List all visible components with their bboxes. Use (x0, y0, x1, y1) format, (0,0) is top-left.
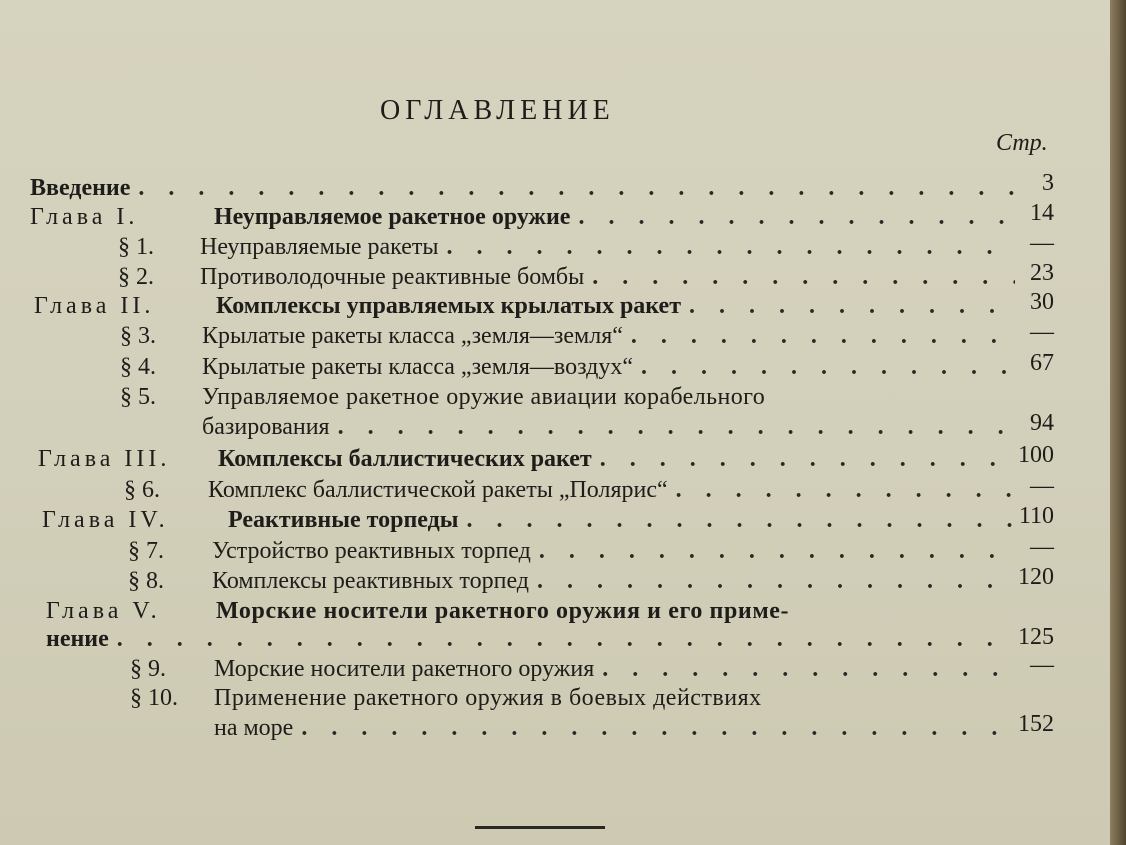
toc-entry-title: Крылатые ракеты класса „земля—земля“ (202, 323, 623, 349)
chapter-prefix: Глава II. (34, 293, 155, 319)
toc-entry (118, 234, 1015, 266)
section-prefix: § 1. (118, 234, 154, 260)
leader-dots (447, 234, 1015, 261)
toc-entry-title: Введение (30, 175, 131, 201)
toc-page-number: 94 (1030, 410, 1054, 436)
toc-entry (118, 264, 1015, 296)
toc-entry (30, 204, 1015, 236)
leader-dots (539, 538, 1015, 565)
leader-dots (689, 293, 1015, 320)
toc-entry (34, 293, 1015, 325)
leader-dots (600, 446, 1015, 473)
toc-entry-title: Неуправляемые ракеты (200, 234, 439, 260)
toc-entry (120, 384, 1015, 416)
toc-page-number: 152 (1018, 711, 1054, 737)
section-prefix: § 9. (130, 656, 166, 682)
leader-dots (676, 477, 1015, 504)
toc-page-number: — (1030, 319, 1054, 345)
toc-entry (130, 656, 1015, 688)
toc-page-number: 120 (1018, 564, 1054, 590)
toc-entry-title: Комплексы управляемых крылатых ракет (216, 293, 681, 319)
toc-entry-title: Реактивные торпеды (228, 507, 459, 533)
toc-page-number: — (1030, 473, 1054, 499)
section-prefix: § 2. (118, 264, 154, 290)
section-prefix: § 10. (130, 685, 178, 711)
page-title: ОГЛАВЛЕНИЕ (380, 95, 615, 126)
toc-entry-title: Устройство реактивных торпед (212, 538, 531, 564)
section-prefix: § 5. (120, 384, 156, 410)
toc-entry (38, 446, 1015, 478)
toc-page-number: 14 (1030, 200, 1054, 226)
leader-dots (602, 656, 1015, 683)
chapter-prefix: Глава I. (30, 204, 139, 230)
toc-entry (130, 685, 1015, 717)
toc-entry-title: Управляемое ракетное оружие авиации корабельного (202, 384, 766, 410)
leader-dots (338, 414, 1015, 441)
toc-entry-continuation (202, 414, 1015, 446)
toc-page-number: — (1030, 534, 1054, 560)
leader-dots (537, 568, 1015, 595)
toc-entry-title: Неуправляемое ракетное оружие (214, 204, 571, 230)
toc-entry-title-continued: базирования (202, 414, 330, 440)
toc-entry (128, 568, 1015, 600)
section-prefix: § 4. (120, 354, 156, 380)
leader-dots (631, 323, 1015, 350)
leader-dots (117, 626, 1015, 653)
section-prefix: § 6. (124, 477, 160, 503)
book-spine-edge (1110, 0, 1126, 845)
chapter-prefix: Глава III. (38, 446, 171, 472)
toc-page-number: 3 (1042, 170, 1054, 196)
section-prefix: § 7. (128, 538, 164, 564)
toc-page-number: — (1030, 230, 1054, 256)
toc-entry (120, 323, 1015, 355)
leader-dots (138, 175, 1015, 202)
page-column-label: Стр. (996, 130, 1048, 156)
toc-entry-continuation (214, 715, 1015, 747)
toc-entry-title: Применение ракетного оружия в боевых действиях (214, 685, 762, 711)
toc-entry (128, 538, 1015, 570)
leader-dots (301, 715, 1015, 742)
toc-entry-continuation (46, 626, 1015, 658)
toc-page-number: 125 (1018, 624, 1054, 650)
section-prefix: § 8. (128, 568, 164, 594)
toc-entry-title-continued: нение (46, 626, 109, 652)
leader-dots (578, 204, 1015, 231)
toc-entry-title: Морские носители ракетного оружия (214, 656, 595, 682)
leader-dots (592, 264, 1015, 291)
toc-entry-title: Комплекс баллистической ракеты „Полярис“ (208, 477, 668, 503)
toc-entry-title: Морские носители ракетного оружия и его приме- (216, 598, 790, 624)
toc-entry (120, 354, 1015, 386)
toc-entry-title: Крылатые ракеты класса „земля—воздух“ (202, 354, 633, 380)
toc-entry (42, 507, 1015, 539)
toc-entry (124, 477, 1015, 509)
chapter-prefix: Глава IV. (42, 507, 169, 533)
toc-entry-title: Противолодочные реактивные бомбы (200, 264, 585, 290)
toc-entry-title: Комплексы реактивных торпед (212, 568, 529, 594)
toc-entry-title: Комплексы баллистических ракет (218, 446, 592, 472)
toc-page-number: 100 (1018, 442, 1054, 468)
toc-page-number: 110 (1018, 503, 1054, 529)
chapter-prefix: Глава V. (46, 598, 161, 624)
toc-page-number: 67 (1030, 350, 1054, 376)
toc-page-number: 23 (1030, 260, 1054, 286)
leader-dots (641, 354, 1015, 381)
toc-page-number: 30 (1030, 289, 1054, 315)
toc-entry-title-continued: на море (214, 715, 294, 741)
toc-entry (30, 175, 1015, 207)
toc-page-number: — (1030, 652, 1054, 678)
leader-dots (466, 507, 1015, 534)
section-prefix: § 3. (120, 323, 156, 349)
closing-rule (475, 826, 605, 829)
